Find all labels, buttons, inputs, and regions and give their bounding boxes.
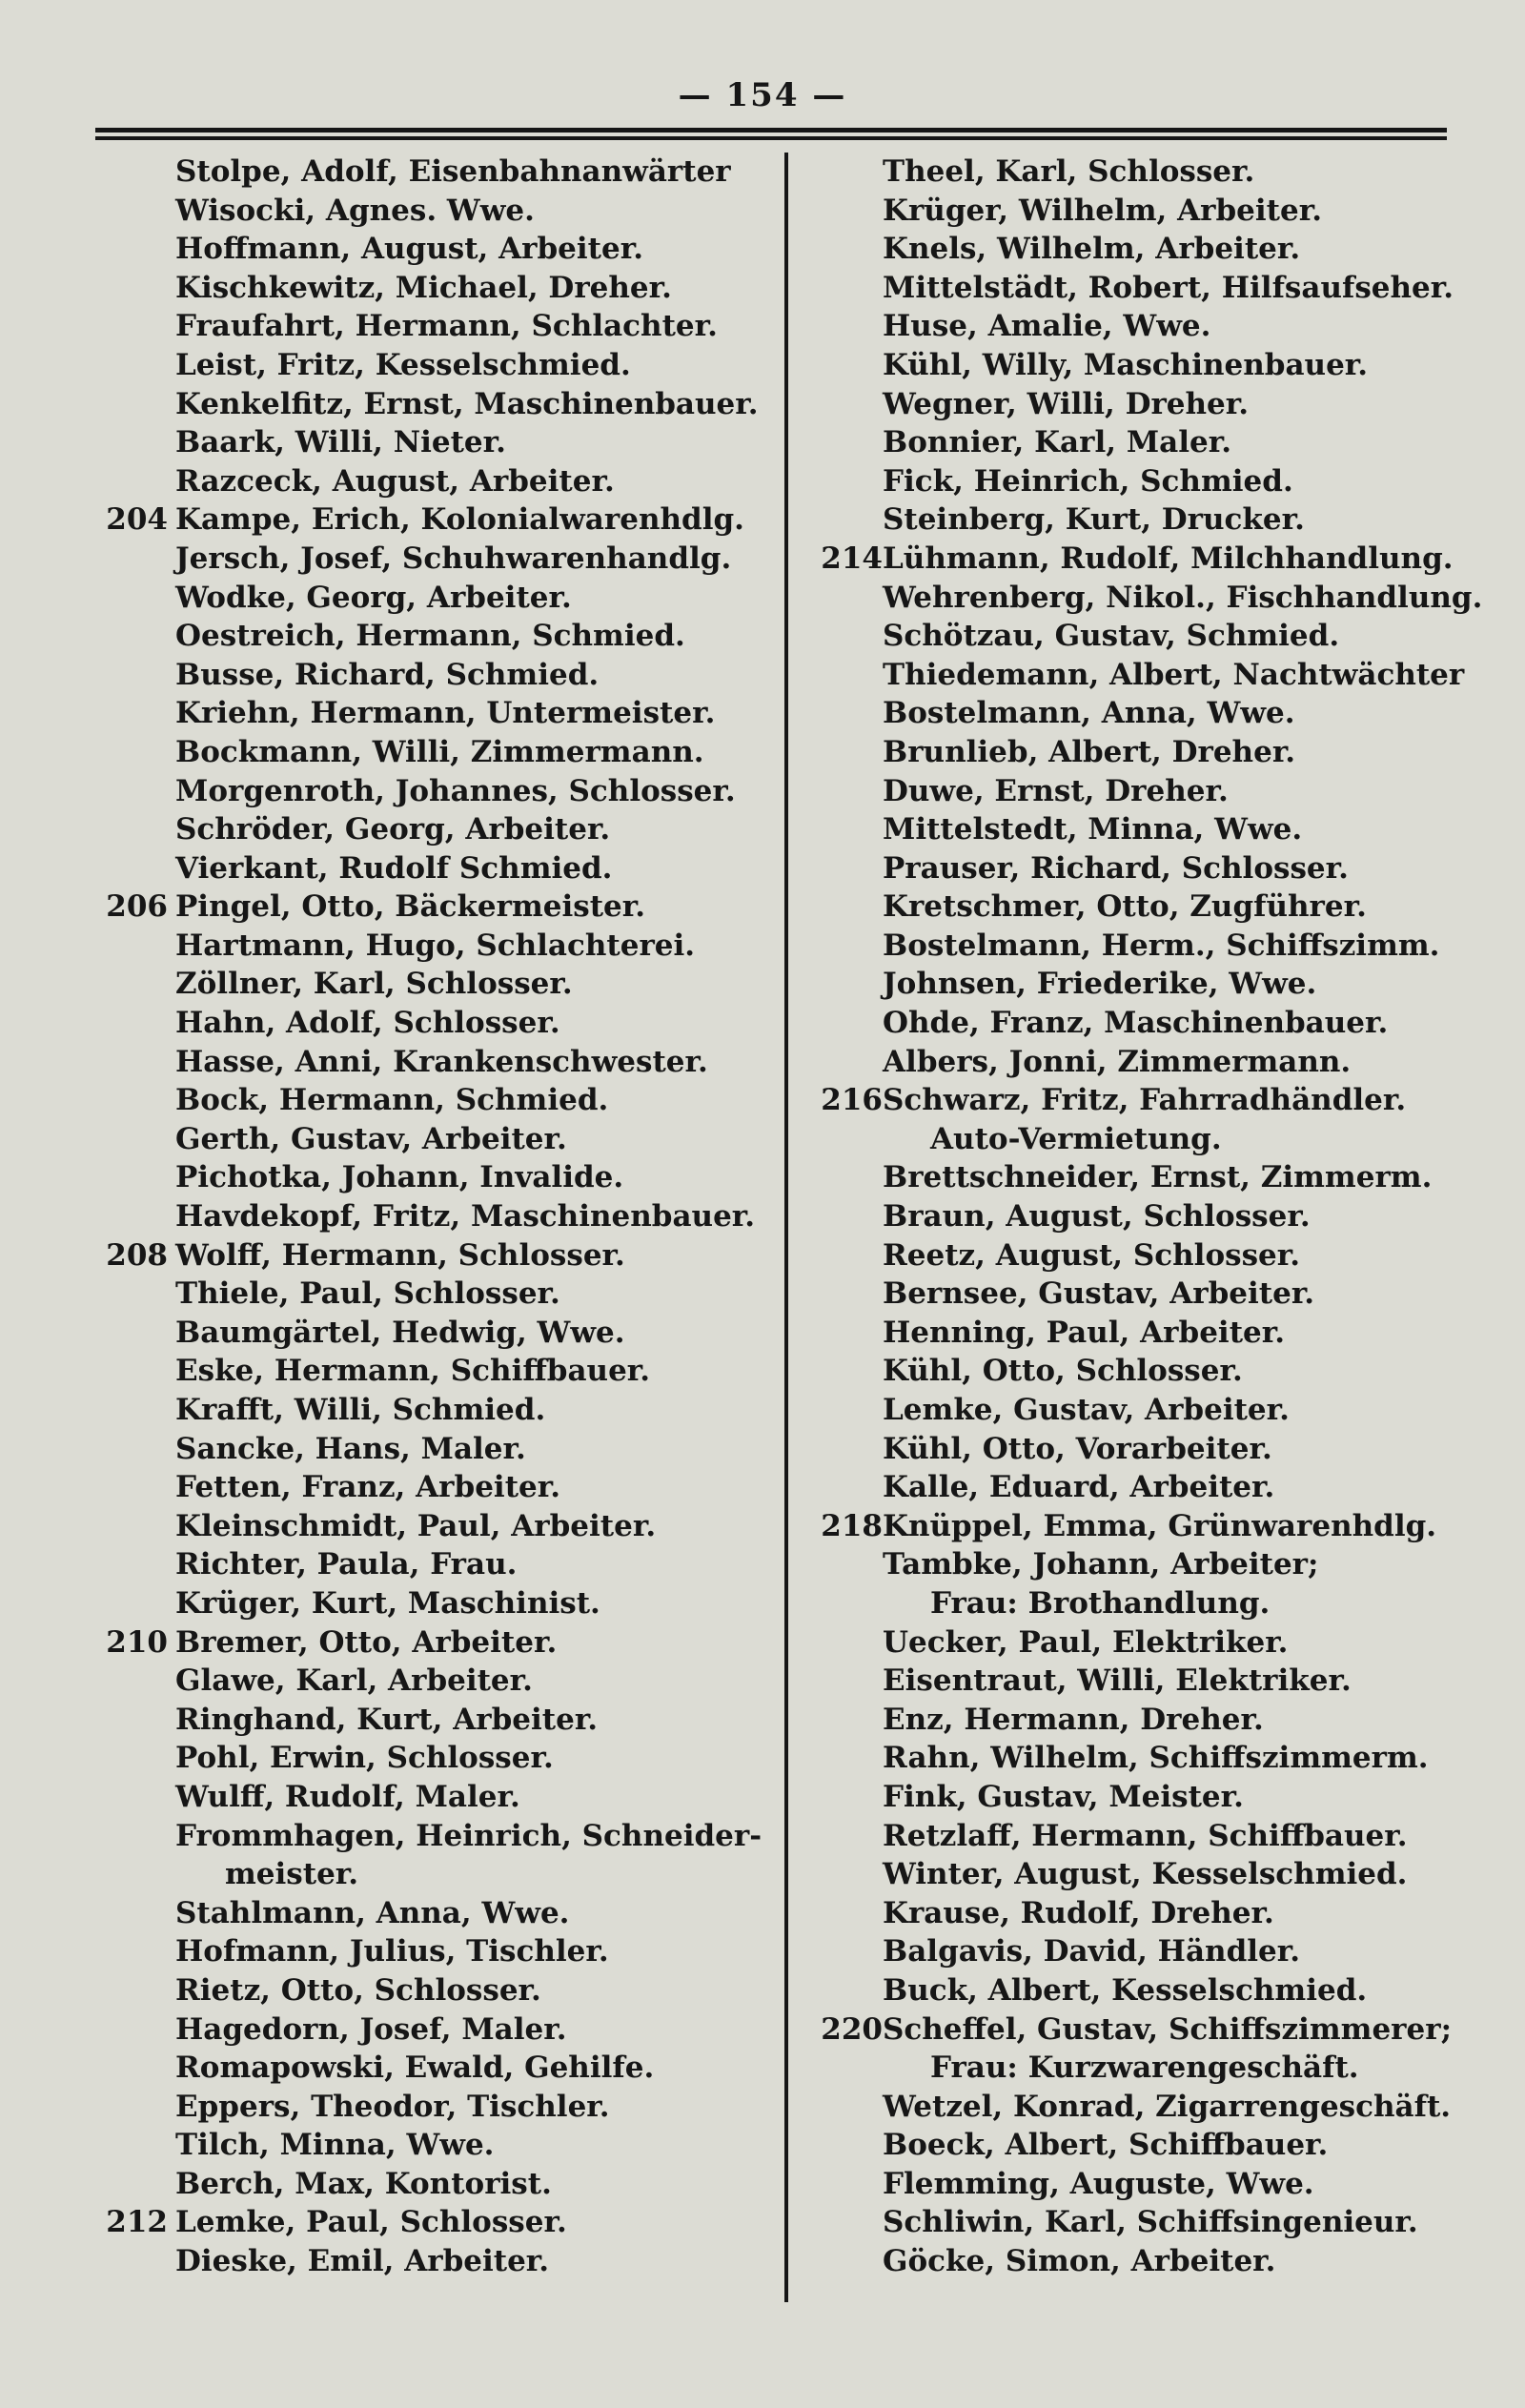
resident-text: Brunlieb, Albert, Dreher. [883,734,1296,769]
resident-text: Henning, Paul, Arbeiter. [883,1315,1286,1350]
resident-text: Pingel, Otto, Bäckermeister. [175,889,646,925]
directory-entry [787,2088,1464,2127]
directory-entry [787,1120,1464,1159]
directory-entry [787,230,1464,269]
directory-entry [92,2049,763,2088]
directory-entry [787,965,1464,1004]
directory-entry [787,1623,1464,1663]
directory-entry [92,733,763,772]
directory-entry [92,1894,763,1933]
resident-text: Krüger, Kurt, Maschinist. [175,1585,600,1621]
directory-entry [92,1507,763,1546]
directory-entry [92,385,763,424]
directory-entry [92,1662,763,1701]
directory-entry [787,1352,1464,1391]
resident-text: Kischkewitz, Michael, Dreher. [175,270,672,305]
directory-entry [92,1430,763,1469]
directory-entry [92,965,763,1004]
resident-text: Razceck, August, Arbeiter. [175,463,615,499]
directory-entry [92,1855,763,1894]
resident-text: Theel, Karl, Schlosser. [883,154,1255,189]
resident-text: Bernsee, Gustav, Arbeiter. [883,1276,1315,1312]
resident-text: Wehrenberg, Nikol., Fischhandlung. [883,580,1483,615]
resident-text: Schröder, Georg, Arbeiter. [175,812,611,847]
resident-text: Winter, August, Kesselschmied. [883,1857,1408,1892]
directory-entry [787,1043,1464,1082]
directory-entry [787,1004,1464,1043]
resident-text: Reetz, August, Schlosser. [883,1237,1301,1273]
resident-text: Busse, Richard, Schmied. [175,657,600,692]
directory-entry [92,1584,763,1623]
resident-text: Ohde, Franz, Maschinenbauer. [883,1006,1389,1041]
resident-text: Steinberg, Kurt, Drucker. [883,502,1305,538]
resident-text: Hahn, Adolf, Schlosser. [175,1006,560,1041]
resident-text: Mittelstedt, Minna, Wwe. [883,812,1303,847]
resident-text: Sancke, Hans, Maler. [175,1431,526,1466]
house-number: 204 [106,502,168,538]
directory-entry [92,1043,763,1082]
resident-text: Fink, Gustav, Meister. [883,1779,1244,1814]
resident-text: Wolff, Hermann, Schlosser. [175,1237,625,1273]
directory-entry [787,2049,1464,2088]
resident-text: Fetten, Franz, Arbeiter. [175,1470,561,1505]
resident-text: Brettschneider, Ernst, Zimmerm. [883,1160,1433,1195]
resident-text: meister. [225,1857,359,1892]
resident-text: Oestreich, Hermann, Schmied. [175,619,685,654]
directory-entry [92,269,763,308]
resident-text: Knels, Wilhelm, Arbeiter. [883,232,1301,267]
directory-entry [787,540,1464,579]
directory-entry [787,1545,1464,1584]
house-number: 206 [106,889,168,925]
resident-text: Bock, Hermann, Schmied. [175,1083,609,1118]
directory-entry [787,1468,1464,1507]
directory-entry [92,810,763,849]
directory-entry [787,733,1464,772]
directory-entry [92,1971,763,2010]
resident-text: Dieske, Emil, Arbeiter. [175,2244,550,2279]
house-number: 212 [106,2205,168,2240]
resident-text: Hasse, Anni, Krankenschwester. [175,1044,708,1079]
directory-entry [92,617,763,656]
resident-text: Krafft, Willi, Schmied. [175,1393,546,1427]
resident-text: Boeck, Albert, Schiffbauer. [883,2128,1329,2163]
house-number: 208 [106,1237,168,1273]
resident-text: Stolpe, Adolf, Eisenbahnanwärter [175,154,731,189]
resident-text: Thiedemann, Albert, Nachtwächter [883,657,1465,692]
house-number: 210 [106,1624,168,1660]
resident-text: Wegner, Willi, Dreher. [883,386,1250,421]
directory-entry [787,1932,1464,1971]
directory-entry [787,1739,1464,1778]
directory-entry [92,694,763,733]
resident-text: Schwarz, Fritz, Fahrradhändler. [883,1083,1407,1118]
directory-entry [787,772,1464,811]
resident-text: Jersch, Josef, Schuhwarenhandlg. [175,541,732,576]
page-number: — 154 — [678,76,847,114]
directory-entry [92,1236,763,1275]
resident-text: Schötzau, Gustav, Schmied. [883,619,1340,654]
resident-text: Vierkant, Rudolf Schmied. [175,850,613,886]
resident-text: Hoffmann, August, Arbeiter. [175,232,644,267]
resident-text: Buck, Albert, Kesselschmied. [883,1972,1368,2008]
directory-entry [92,1545,763,1584]
directory-entry [787,153,1464,192]
directory-entry [92,1004,763,1043]
directory-entry [787,2165,1464,2204]
resident-text: Bostelmann, Anna, Wwe. [883,696,1295,731]
directory-entry [787,2203,1464,2242]
directory-entry [92,1391,763,1430]
resident-text: Bockmann, Willi, Zimmermann. [175,734,704,769]
directory-entry [92,1158,763,1197]
directory-entry [92,1275,763,1314]
directory-entry [787,2242,1464,2281]
resident-text: Baumgärtel, Hedwig, Wwe. [175,1315,625,1350]
resident-text: Pohl, Erwin, Schlosser. [175,1741,554,1776]
left-column [92,153,763,2281]
directory-entry [92,1197,763,1236]
resident-text: Hagedorn, Josef, Maler. [175,2011,567,2047]
directory-entry [92,772,763,811]
directory-entry [92,1314,763,1353]
resident-text: Auto-Vermietung. [930,1121,1222,1156]
resident-text: Lemke, Paul, Schlosser. [175,2205,567,2240]
directory-entry [92,1120,763,1159]
resident-text: Bonnier, Karl, Maler. [883,425,1232,460]
resident-text: Kleinschmidt, Paul, Arbeiter. [175,1508,657,1543]
directory-entry [92,1623,763,1663]
resident-text: Frau: Brothandlung. [930,1585,1271,1621]
directory-entry [92,307,763,346]
resident-text: Kenkelfitz, Ernst, Maschinenbauer. [175,386,759,421]
directory-entry [787,192,1464,231]
directory-entry [92,579,763,618]
directory-entry [787,1894,1464,1933]
resident-text: Krüger, Wilhelm, Arbeiter. [883,193,1323,228]
directory-entry [787,307,1464,346]
house-number: 218 [821,1508,883,1543]
directory-entry [92,927,763,966]
directory-entry [92,192,763,231]
resident-text: Richter, Paula, Frau. [175,1547,518,1582]
resident-text: Enz, Hermann, Dreher. [883,1702,1264,1737]
header-rule [95,128,1447,133]
resident-text: Mittelstädt, Robert, Hilfsaufseher. [883,270,1454,305]
resident-text: Prauser, Richard, Schlosser. [883,850,1349,886]
directory-entry [787,1855,1464,1894]
directory-entry [787,385,1464,424]
resident-text: Albers, Jonni, Zimmermann. [883,1044,1352,1079]
directory-entry [787,462,1464,501]
directory-entry [787,1391,1464,1430]
resident-text: Duwe, Ernst, Dreher. [883,773,1229,808]
directory-entry [787,1971,1464,2010]
resident-text: Thiele, Paul, Schlosser. [175,1276,560,1312]
resident-text: Braun, August, Schlosser. [883,1199,1311,1235]
directory-entry [92,2126,763,2165]
directory-entry [92,849,763,888]
resident-text: Leist, Fritz, Kesselschmied. [175,347,631,382]
resident-text: Pichotka, Johann, Invalide. [175,1160,624,1195]
resident-text: Fraufahrt, Hermann, Schlachter. [175,309,718,344]
resident-text: Kalle, Eduard, Arbeiter. [883,1470,1275,1505]
resident-text: Bostelmann, Herm., Schiffszimm. [883,928,1440,963]
directory-entry [92,423,763,462]
directory-entry [92,1701,763,1740]
directory-entry [787,617,1464,656]
directory-entry [787,1236,1464,1275]
house-number: 214 [821,541,883,576]
resident-text: Hofmann, Julius, Tischler. [175,1934,609,1969]
directory-entry [787,2126,1464,2165]
directory-entry [92,1468,763,1507]
header-rule-secondary [95,136,1447,140]
resident-text: Uecker, Paul, Elektriker. [883,1624,1289,1660]
directory-entry [787,579,1483,618]
resident-text: Glawe, Karl, Arbeiter. [175,1663,533,1699]
directory-entry [92,2088,763,2127]
resident-text: Balgavis, David, Händler. [883,1934,1301,1969]
directory-entry [787,1507,1464,1546]
resident-text: Hartmann, Hugo, Schlachterei. [175,928,696,963]
directory-entry [787,1197,1464,1236]
directory-entry [92,346,763,385]
house-number: 216 [821,1083,883,1118]
directory-entry [92,2203,763,2242]
directory-entry [787,1314,1464,1353]
directory-entry [787,656,1464,695]
directory-entry [787,1430,1464,1469]
directory-entry [92,500,763,540]
directory-entry [92,1932,763,1971]
resident-text: Morgenroth, Johannes, Schlosser. [175,773,736,808]
directory-entry [92,1081,763,1120]
directory-entry [92,1352,763,1391]
resident-text: Stahlmann, Anna, Wwe. [175,1895,570,1930]
resident-text: Gerth, Gustav, Arbeiter. [175,1121,567,1156]
directory-entry [92,656,763,695]
directory-entry [787,927,1464,966]
directory-entry [787,269,1464,308]
resident-text: Knüppel, Emma, Grünwarenhdlg. [883,1508,1437,1543]
directory-entry [92,888,763,927]
resident-text: Baark, Willi, Nieter. [175,425,506,460]
resident-text: Berch, Max, Kontorist. [175,2166,552,2201]
resident-text: Lemke, Gustav, Arbeiter. [883,1393,1290,1427]
resident-text: Scheffel, Gustav, Schiffszimmerer; [883,2011,1453,2047]
resident-text: Wetzel, Konrad, Zigarrengeschäft. [883,2089,1452,2124]
resident-text: Schliwin, Karl, Schiffsingenieur. [883,2205,1418,2240]
resident-text: Rietz, Otto, Schlosser. [175,1972,541,2008]
directory-entry [787,888,1464,927]
directory-entry [787,694,1464,733]
resident-text: Frommhagen, Heinrich, Schneider- [175,1818,762,1853]
resident-text: Huse, Amalie, Wwe. [883,309,1211,344]
resident-text: Flemming, Auguste, Wwe. [883,2166,1314,2201]
directory-entry [92,1739,763,1778]
resident-text: Göcke, Simon, Arbeiter. [883,2244,1276,2279]
resident-text: Fick, Heinrich, Schmied. [883,463,1293,499]
resident-text: Kretschmer, Otto, Zugführer. [883,889,1367,925]
resident-text: Johnsen, Friederike, Wwe. [883,967,1317,1002]
resident-text: Kühl, Willy, Maschinenbauer. [883,347,1369,382]
directory-entry [92,540,763,579]
directory-entry [92,1778,763,1817]
right-column [787,153,1483,2281]
resident-text: Tambke, Johann, Arbeiter; [883,1547,1319,1582]
resident-text: Rahn, Wilhelm, Schiffszimmerm. [883,1741,1429,1776]
resident-text: Zöllner, Karl, Schlosser. [175,967,573,1002]
directory-entry [787,849,1464,888]
directory-entry [787,500,1464,540]
directory-entry [787,1778,1464,1817]
directory-entry [787,346,1464,385]
resident-text: Tilch, Minna, Wwe. [175,2128,495,2163]
directory-entry [787,2010,1464,2050]
resident-text: Eske, Hermann, Schiffbauer. [175,1354,651,1389]
resident-text: Frau: Kurzwarengeschäft. [930,2051,1359,2086]
resident-text: Wisocki, Agnes. Wwe. [175,193,535,228]
directory-entry [787,1701,1464,1740]
resident-text: Kühl, Otto, Vorarbeiter. [883,1431,1272,1466]
directory-entry [92,153,763,192]
directory-entry [92,2165,763,2204]
directory-entry [787,1275,1464,1314]
resident-text: Eppers, Theodor, Tischler. [175,2089,610,2124]
directory-entry [787,1081,1464,1120]
directory-entry [787,1662,1464,1701]
resident-text: Kampe, Erich, Kolonialwarenhdlg. [175,502,744,538]
resident-text: Wodke, Georg, Arbeiter. [175,580,572,615]
directory-entry [787,810,1464,849]
resident-text: Ringhand, Kurt, Arbeiter. [175,1702,599,1737]
resident-text: Retzlaff, Hermann, Schiffbauer. [883,1818,1408,1853]
resident-text: Krause, Rudolf, Dreher. [883,1895,1274,1930]
directory-entry [787,1158,1464,1197]
resident-text: Kühl, Otto, Schlosser. [883,1354,1243,1389]
directory-entry [92,230,763,269]
directory-entry [92,2242,763,2281]
directory-entry [92,1817,763,1856]
resident-text: Romapowski, Ewald, Gehilfe. [175,2051,655,2086]
resident-text: Lühmann, Rudolf, Milchhandlung. [883,541,1454,576]
resident-text: Wulff, Rudolf, Maler. [175,1779,520,1814]
directory-entry [787,1817,1464,1856]
resident-text: Havdekopf, Fritz, Maschinenbauer. [175,1199,756,1235]
resident-text: Bremer, Otto, Arbeiter. [175,1624,558,1660]
directory-entry [787,423,1464,462]
resident-text: Eisentraut, Willi, Elektriker. [883,1663,1352,1699]
resident-text: Kriehn, Hermann, Untermeister. [175,696,716,731]
house-number: 220 [821,2011,883,2047]
directory-entry [787,1584,1464,1623]
directory-entry [92,462,763,501]
directory-entry [92,2010,763,2050]
